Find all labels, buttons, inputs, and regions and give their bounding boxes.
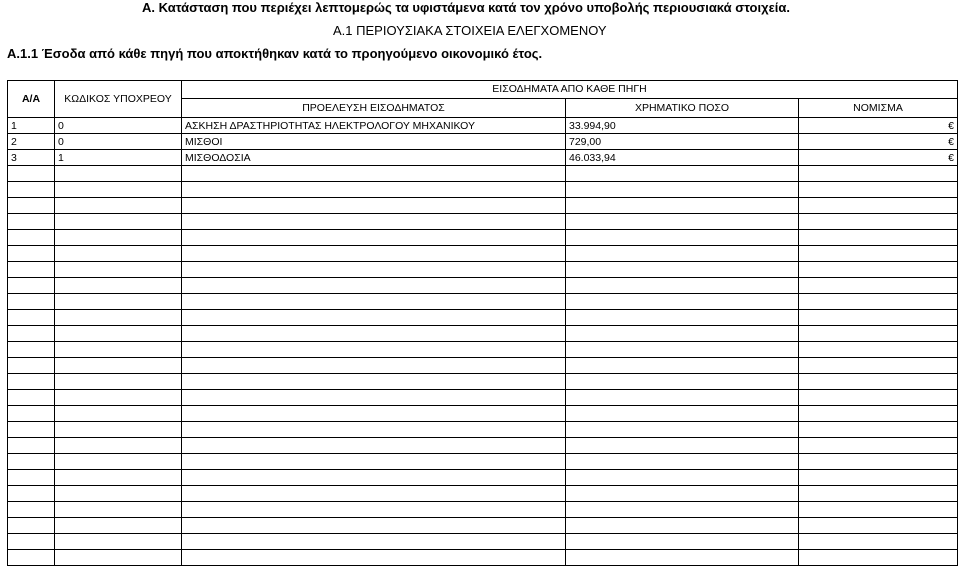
empty-row bbox=[8, 438, 958, 454]
empty-cell bbox=[799, 470, 958, 486]
cell-aa: 3 bbox=[8, 150, 55, 166]
empty-cell bbox=[182, 182, 566, 198]
empty-cell bbox=[566, 310, 799, 326]
empty-cell bbox=[8, 454, 55, 470]
income-table bbox=[7, 80, 958, 566]
empty-cell bbox=[182, 294, 566, 310]
empty-cell bbox=[8, 374, 55, 390]
cell-currency: € bbox=[799, 150, 958, 166]
empty-row bbox=[8, 550, 958, 566]
empty-cell bbox=[799, 406, 958, 422]
col-aa-header: Α/Α bbox=[8, 81, 55, 118]
empty-row bbox=[8, 390, 958, 406]
empty-cell bbox=[566, 326, 799, 342]
empty-cell bbox=[55, 486, 182, 502]
empty-cell bbox=[799, 198, 958, 214]
empty-row bbox=[8, 230, 958, 246]
empty-row bbox=[8, 534, 958, 550]
empty-cell bbox=[182, 502, 566, 518]
empty-cell bbox=[799, 214, 958, 230]
empty-cell bbox=[55, 278, 182, 294]
cell-source: ΜΙΣΘΟΙ bbox=[182, 134, 566, 150]
empty-cell bbox=[55, 342, 182, 358]
empty-cell bbox=[566, 406, 799, 422]
empty-cell bbox=[55, 214, 182, 230]
empty-cell bbox=[55, 502, 182, 518]
empty-cell bbox=[182, 406, 566, 422]
empty-cell bbox=[8, 390, 55, 406]
empty-cell bbox=[799, 342, 958, 358]
empty-cell bbox=[566, 486, 799, 502]
empty-row bbox=[8, 374, 958, 390]
empty-cell bbox=[8, 326, 55, 342]
empty-cell bbox=[182, 278, 566, 294]
empty-cell bbox=[8, 294, 55, 310]
cell-currency: € bbox=[799, 134, 958, 150]
header-row-top bbox=[8, 81, 958, 99]
empty-cell bbox=[55, 182, 182, 198]
empty-cell bbox=[182, 550, 566, 566]
cell-aa: 1 bbox=[8, 118, 55, 134]
empty-cell bbox=[8, 550, 55, 566]
empty-row bbox=[8, 166, 958, 182]
empty-cell bbox=[182, 486, 566, 502]
empty-cell bbox=[566, 438, 799, 454]
empty-row bbox=[8, 342, 958, 358]
empty-cell bbox=[566, 182, 799, 198]
empty-cell bbox=[55, 326, 182, 342]
empty-cell bbox=[799, 326, 958, 342]
col-code-header: ΚΩΔΙΚΟΣ ΥΠΟΧΡΕΟΥ bbox=[55, 81, 182, 118]
empty-cell bbox=[55, 166, 182, 182]
empty-cell bbox=[182, 342, 566, 358]
empty-cell bbox=[8, 214, 55, 230]
empty-cell bbox=[182, 438, 566, 454]
empty-cell bbox=[799, 390, 958, 406]
empty-cell bbox=[8, 246, 55, 262]
empty-cell bbox=[182, 262, 566, 278]
empty-cell bbox=[799, 486, 958, 502]
cell-code: 0 bbox=[55, 134, 182, 150]
col-amount-header: ΧΡΗΜΑΤΙΚΟ ΠΟΣΟ bbox=[566, 98, 799, 117]
col-source-header: ΠΡΟΕΛΕΥΣΗ ΕΙΣΟΔΗΜΑΤΟΣ bbox=[182, 98, 566, 117]
empty-cell bbox=[566, 230, 799, 246]
empty-cell bbox=[8, 534, 55, 550]
empty-cell bbox=[566, 390, 799, 406]
empty-cell bbox=[8, 358, 55, 374]
empty-cell bbox=[566, 470, 799, 486]
empty-cell bbox=[182, 518, 566, 534]
empty-cell bbox=[566, 454, 799, 470]
empty-cell bbox=[566, 422, 799, 438]
empty-cell bbox=[182, 310, 566, 326]
empty-cell bbox=[55, 438, 182, 454]
empty-cell bbox=[799, 262, 958, 278]
empty-cell bbox=[799, 182, 958, 198]
empty-cell bbox=[566, 534, 799, 550]
empty-cell bbox=[8, 198, 55, 214]
empty-cell bbox=[182, 390, 566, 406]
empty-row bbox=[8, 262, 958, 278]
empty-cell bbox=[799, 294, 958, 310]
empty-cell bbox=[8, 502, 55, 518]
cell-code: 0 bbox=[55, 118, 182, 134]
empty-cell bbox=[182, 374, 566, 390]
empty-cell bbox=[799, 438, 958, 454]
empty-cell bbox=[566, 278, 799, 294]
empty-row bbox=[8, 358, 958, 374]
empty-cell bbox=[566, 166, 799, 182]
empty-cell bbox=[182, 358, 566, 374]
empty-cell bbox=[566, 502, 799, 518]
empty-cell bbox=[8, 310, 55, 326]
empty-cell bbox=[566, 374, 799, 390]
empty-cell bbox=[55, 470, 182, 486]
empty-cell bbox=[8, 486, 55, 502]
empty-cell bbox=[8, 230, 55, 246]
empty-cell bbox=[8, 166, 55, 182]
empty-cell bbox=[799, 358, 958, 374]
empty-cell bbox=[566, 358, 799, 374]
empty-cell bbox=[8, 470, 55, 486]
empty-cell bbox=[55, 534, 182, 550]
cell-source: ΜΙΣΘΟΔΟΣΙΑ bbox=[182, 150, 566, 166]
empty-cell bbox=[566, 262, 799, 278]
empty-row bbox=[8, 454, 958, 470]
cell-source: ΑΣΚΗΣΗ ΔΡΑΣΤΗΡΙΟΤΗΤΑΣ ΗΛΕΚΤΡΟΛΟΓΟΥ ΜΗΧΑΝΙΚΟΥ bbox=[182, 118, 566, 134]
empty-cell bbox=[55, 294, 182, 310]
empty-row bbox=[8, 214, 958, 230]
empty-cell bbox=[566, 246, 799, 262]
table-row bbox=[8, 134, 958, 150]
cell-amount: 729,00 bbox=[566, 134, 799, 150]
col-currency-header: ΝΟΜΙΣΜΑ bbox=[799, 98, 958, 117]
cell-code: 1 bbox=[55, 150, 182, 166]
empty-cell bbox=[182, 454, 566, 470]
empty-cell bbox=[182, 534, 566, 550]
empty-cell bbox=[799, 454, 958, 470]
empty-cell bbox=[566, 214, 799, 230]
empty-row bbox=[8, 470, 958, 486]
empty-cell bbox=[799, 166, 958, 182]
empty-row bbox=[8, 486, 958, 502]
empty-cell bbox=[799, 374, 958, 390]
empty-cell bbox=[55, 518, 182, 534]
empty-cell bbox=[799, 502, 958, 518]
empty-cell bbox=[55, 390, 182, 406]
empty-cell bbox=[55, 406, 182, 422]
table-row bbox=[8, 118, 958, 134]
section-heading: Α.1.1 Έσοδα από κάθε πηγή που αποκτήθηκαν κατά το προηγούμενο οικονομικό έτος. bbox=[7, 46, 543, 61]
cell-currency: € bbox=[799, 118, 958, 134]
table-row bbox=[8, 150, 958, 166]
section-subtitle: Α.1 ΠΕΡΙΟΥΣΙΑΚΑ ΣΤΟΙΧΕΙΑ ΕΛΕΓΧΟΜΕΝΟΥ bbox=[333, 23, 607, 38]
empty-cell bbox=[799, 230, 958, 246]
empty-cell bbox=[55, 374, 182, 390]
empty-cell bbox=[182, 230, 566, 246]
empty-row bbox=[8, 246, 958, 262]
empty-cell bbox=[799, 534, 958, 550]
empty-cell bbox=[799, 550, 958, 566]
empty-cell bbox=[55, 230, 182, 246]
empty-cell bbox=[566, 342, 799, 358]
empty-row bbox=[8, 294, 958, 310]
empty-cell bbox=[182, 326, 566, 342]
empty-cell bbox=[8, 182, 55, 198]
empty-cell bbox=[566, 550, 799, 566]
empty-row bbox=[8, 326, 958, 342]
empty-cell bbox=[55, 310, 182, 326]
empty-cell bbox=[799, 278, 958, 294]
empty-cell bbox=[182, 470, 566, 486]
empty-cell bbox=[799, 422, 958, 438]
empty-cell bbox=[8, 518, 55, 534]
empty-cell bbox=[55, 550, 182, 566]
empty-cell bbox=[8, 438, 55, 454]
empty-cell bbox=[8, 406, 55, 422]
empty-cell bbox=[55, 422, 182, 438]
empty-row bbox=[8, 406, 958, 422]
empty-cell bbox=[182, 214, 566, 230]
cell-amount: 46.033,94 bbox=[566, 150, 799, 166]
empty-cell bbox=[55, 246, 182, 262]
empty-cell bbox=[566, 518, 799, 534]
empty-row bbox=[8, 198, 958, 214]
empty-cell bbox=[182, 198, 566, 214]
empty-cell bbox=[566, 294, 799, 310]
empty-row bbox=[8, 422, 958, 438]
empty-row bbox=[8, 502, 958, 518]
empty-cell bbox=[799, 246, 958, 262]
empty-cell bbox=[8, 278, 55, 294]
empty-row bbox=[8, 518, 958, 534]
document-title: Α. Κατάσταση που περιέχει λεπτομερώς τα υφιστάμενα κατά τον χρόνο υποβολής περιουσιακά στοιχεία. bbox=[142, 0, 790, 15]
empty-cell bbox=[8, 262, 55, 278]
empty-cell bbox=[182, 422, 566, 438]
empty-row bbox=[8, 310, 958, 326]
group-header: ΕΙΣΟΔΗΜΑΤΑ ΑΠΟ ΚΑΘΕ ΠΗΓΗ bbox=[182, 81, 958, 99]
empty-cell bbox=[55, 262, 182, 278]
empty-row bbox=[8, 278, 958, 294]
empty-cell bbox=[55, 198, 182, 214]
empty-cell bbox=[182, 166, 566, 182]
cell-amount: 33.994,90 bbox=[566, 118, 799, 134]
empty-cell bbox=[55, 454, 182, 470]
empty-cell bbox=[55, 358, 182, 374]
empty-row bbox=[8, 182, 958, 198]
empty-cell bbox=[8, 342, 55, 358]
empty-cell bbox=[8, 422, 55, 438]
empty-cell bbox=[566, 198, 799, 214]
empty-cell bbox=[799, 518, 958, 534]
cell-aa: 2 bbox=[8, 134, 55, 150]
empty-cell bbox=[182, 246, 566, 262]
empty-cell bbox=[799, 310, 958, 326]
